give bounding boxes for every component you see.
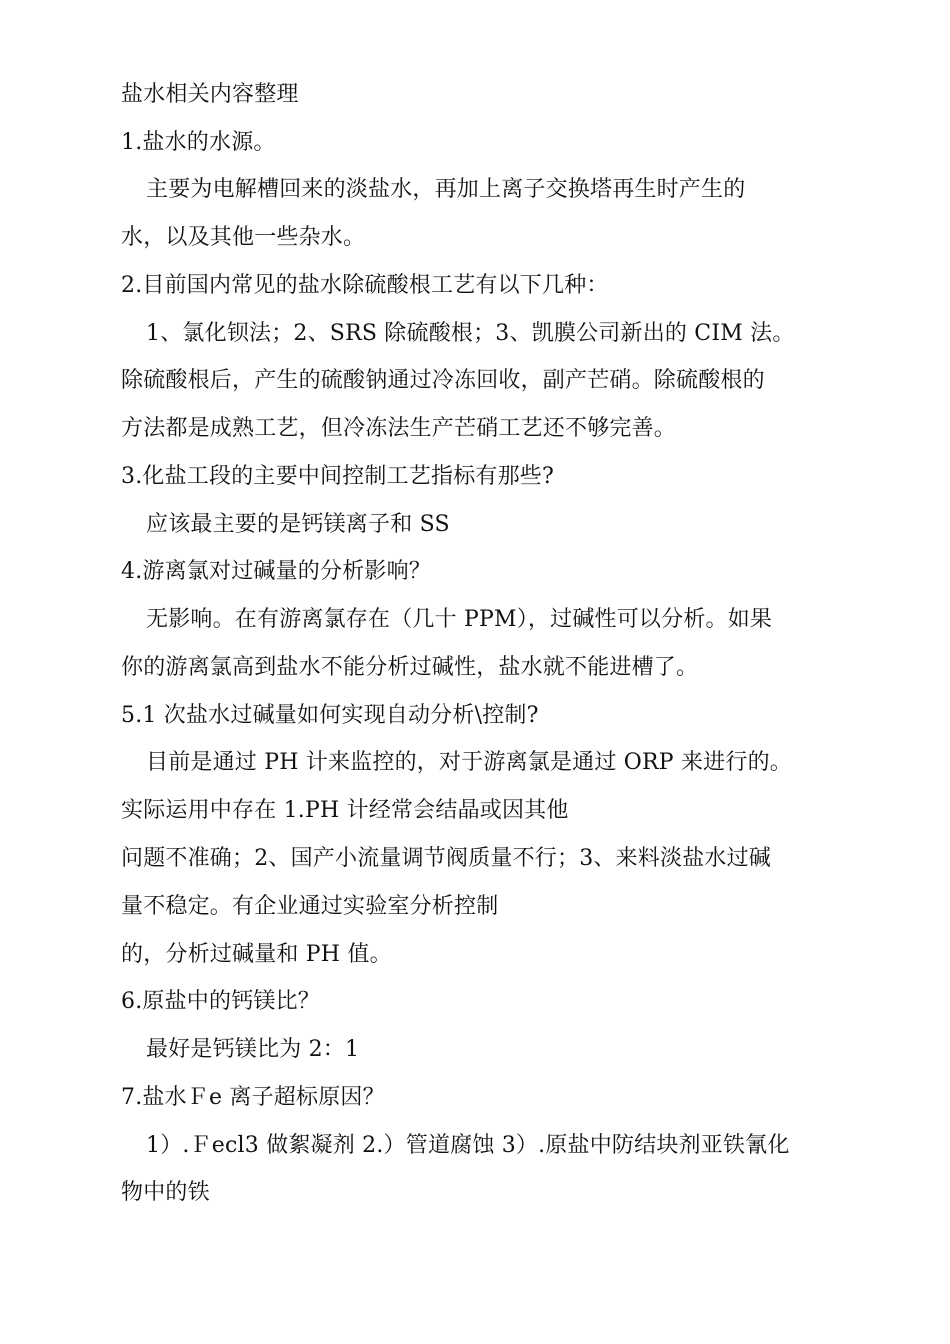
section-heading-7: 7.盐水Ｆe 离子超标原因？	[121, 1085, 385, 1110]
paragraph-line: 实际运用中存在 1.PH 计经常会结晶或因其他	[121, 798, 569, 823]
paragraph-line: 无影响。在有游离氯存在（几十 PPM），过碱性可以分析。如果	[146, 607, 773, 632]
paragraph-line: 水，以及其他一些杂水。	[121, 225, 366, 250]
paragraph-line: 方法都是成熟工艺，但冷冻法生产芒硝工艺还不够完善。	[121, 416, 677, 441]
paragraph-line: 主要为电解槽回来的淡盐水，再加上离子交换塔再生时产生的	[146, 177, 746, 202]
paragraph-line: 问题不准确；2、国产小流量调节阀质量不行；3、来料淡盐水过碱	[121, 846, 771, 871]
paragraph-line: 目前是通过 PH 计来监控的，对于游离氯是通过 ORP 来进行的。	[146, 750, 792, 775]
paragraph-line: 1、氯化钡法；2、SRS 除硫酸根；3、凯膜公司新出的 CIM 法。	[146, 321, 795, 346]
section-heading-4: 4.游离氯对过碱量的分析影响？	[121, 559, 431, 584]
paragraph-line: 的，分析过碱量和 PH 值。	[121, 942, 392, 967]
section-heading-2: 2.目前国内常见的盐水除硫酸根工艺有以下几种：	[121, 273, 609, 298]
section-heading-3: 3.化盐工段的主要中间控制工艺指标有那些?	[121, 464, 554, 489]
paragraph-line: 1）.Ｆecl3 做絮凝剂 2.）管道腐蚀 3）.原盐中防结块剂亚铁氰化	[146, 1133, 790, 1158]
paragraph-line: 应该最主要的是钙镁离子和 SS	[146, 512, 450, 537]
paragraph-line: 物中的铁	[121, 1180, 210, 1205]
paragraph-line: 你的游离氯高到盐水不能分析过碱性，盐水就不能进槽了。	[121, 655, 699, 680]
paragraph-line: 最好是钙镁比为 2：1	[146, 1037, 360, 1062]
section-heading-1: 1.盐水的水源。	[121, 130, 276, 155]
paragraph-line: 量不稳定。有企业通过实验室分析控制	[121, 894, 499, 919]
section-heading-6: 6.原盐中的钙镁比？	[121, 989, 320, 1014]
paragraph-line: 除硫酸根后，产生的硫酸钠通过冷冻回收，副产芒硝。除硫酸根的	[121, 368, 765, 393]
section-heading-5: 5.1 次盐水过碱量如何实现自动分析\控制?	[121, 703, 539, 728]
document-title: 盐水相关内容整理	[121, 82, 299, 107]
